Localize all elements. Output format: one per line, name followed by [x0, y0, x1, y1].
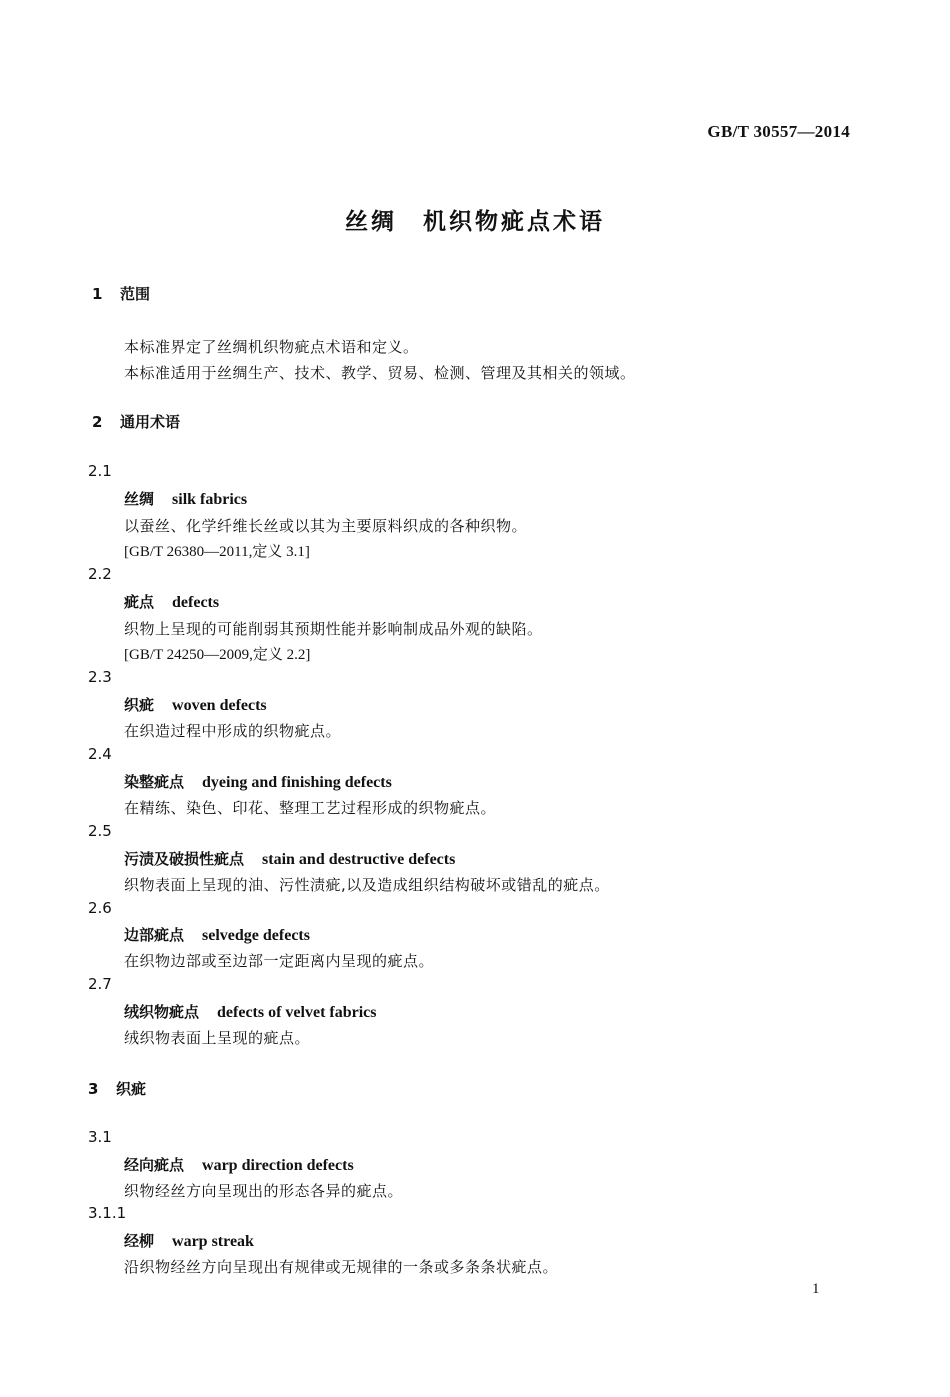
term-reference: [GB/T 24250—2009,定义 2.2] [124, 647, 311, 663]
term-definition: 织物经丝方向呈现出的形态各异的疵点。 [124, 1182, 404, 1200]
page-number: 1 [812, 1281, 820, 1297]
term-heading [124, 694, 267, 715]
term-heading [124, 488, 247, 509]
term-definition: 织物表面上呈现的油、污性渍疵,以及造成组织结构破坏或错乱的疵点。 [124, 876, 610, 894]
term-number: 3.1 [88, 1128, 112, 1146]
term-zh: 染整疵点 [124, 773, 185, 791]
term-zh: 污渍及破损性疵点 [124, 850, 245, 868]
term-number: 2.6 [88, 899, 112, 917]
document-title: 丝绸 机织物疵点术语 [345, 209, 605, 235]
term-zh: 经向疵点 [124, 1156, 185, 1174]
section-number: 3 [88, 1080, 99, 1098]
term-number: 2.5 [88, 822, 112, 840]
term-number: 3.1.1 [88, 1204, 127, 1222]
term-definition: 在精练、染色、印花、整理工艺过程形成的织物疵点。 [124, 799, 497, 817]
term-heading [124, 771, 392, 792]
term-definition: 在织物边部或至边部一定距离内呈现的疵点。 [124, 952, 435, 970]
term-en: stain and destructive defects [262, 851, 456, 868]
term-zh: 绒织物疵点 [124, 1003, 200, 1021]
section-number: 2 [92, 413, 103, 431]
term-en: defects [172, 594, 220, 611]
term-definition: 在织造过程中形成的织物疵点。 [124, 722, 342, 740]
scope-line-1: 本标准界定了丝绸机织物疵点术语和定义。 [124, 338, 419, 356]
term-zh: 织疵 [124, 696, 155, 714]
term-number: 2.4 [88, 745, 112, 763]
term-zh: 经柳 [124, 1232, 155, 1250]
section-title: 通用术语 [120, 413, 181, 431]
term-number: 2.7 [88, 975, 112, 993]
term-zh: 疵点 [124, 593, 155, 611]
term-definition: 织物上呈现的可能削弱其预期性能并影响制成品外观的缺陷。 [124, 620, 543, 638]
term-number: 2.2 [88, 565, 112, 583]
term-heading [124, 1001, 377, 1022]
term-number: 2.1 [88, 462, 112, 480]
term-en: selvedge defects [202, 927, 310, 944]
section-heading-3 [88, 1078, 146, 1099]
term-definition: 绒织物表面上呈现的疵点。 [124, 1029, 311, 1047]
term-en: warp direction defects [202, 1157, 354, 1174]
term-zh: 边部疵点 [124, 926, 185, 944]
section-heading-2 [92, 411, 180, 432]
term-number: 2.3 [88, 668, 112, 686]
term-en: defects of velvet fabrics [217, 1004, 377, 1021]
section-number: 1 [92, 285, 103, 303]
section-heading-1 [92, 283, 150, 304]
section-title: 范围 [120, 285, 151, 303]
term-heading [124, 591, 219, 612]
term-heading [124, 1154, 354, 1175]
term-heading [124, 924, 310, 945]
term-en: woven defects [172, 697, 267, 714]
standard-number: GB/T 30557—2014 [707, 122, 850, 141]
term-heading [124, 848, 455, 869]
term-en: silk fabrics [172, 491, 248, 508]
term-heading [124, 1230, 254, 1251]
term-en: warp streak [172, 1233, 254, 1250]
term-zh: 丝绸 [124, 490, 155, 508]
section-title: 织疵 [116, 1080, 147, 1098]
scope-line-2: 本标准适用于丝绸生产、技术、教学、贸易、检测、管理及其相关的领域。 [124, 364, 636, 382]
term-definition: 沿织物经丝方向呈现出有规律或无规律的一条或多条条状疵点。 [124, 1258, 559, 1276]
term-en: dyeing and finishing defects [202, 774, 392, 791]
term-reference: [GB/T 26380—2011,定义 3.1] [124, 544, 310, 560]
term-definition: 以蚕丝、化学纤维长丝或以其为主要原料织成的各种织物。 [124, 517, 528, 535]
